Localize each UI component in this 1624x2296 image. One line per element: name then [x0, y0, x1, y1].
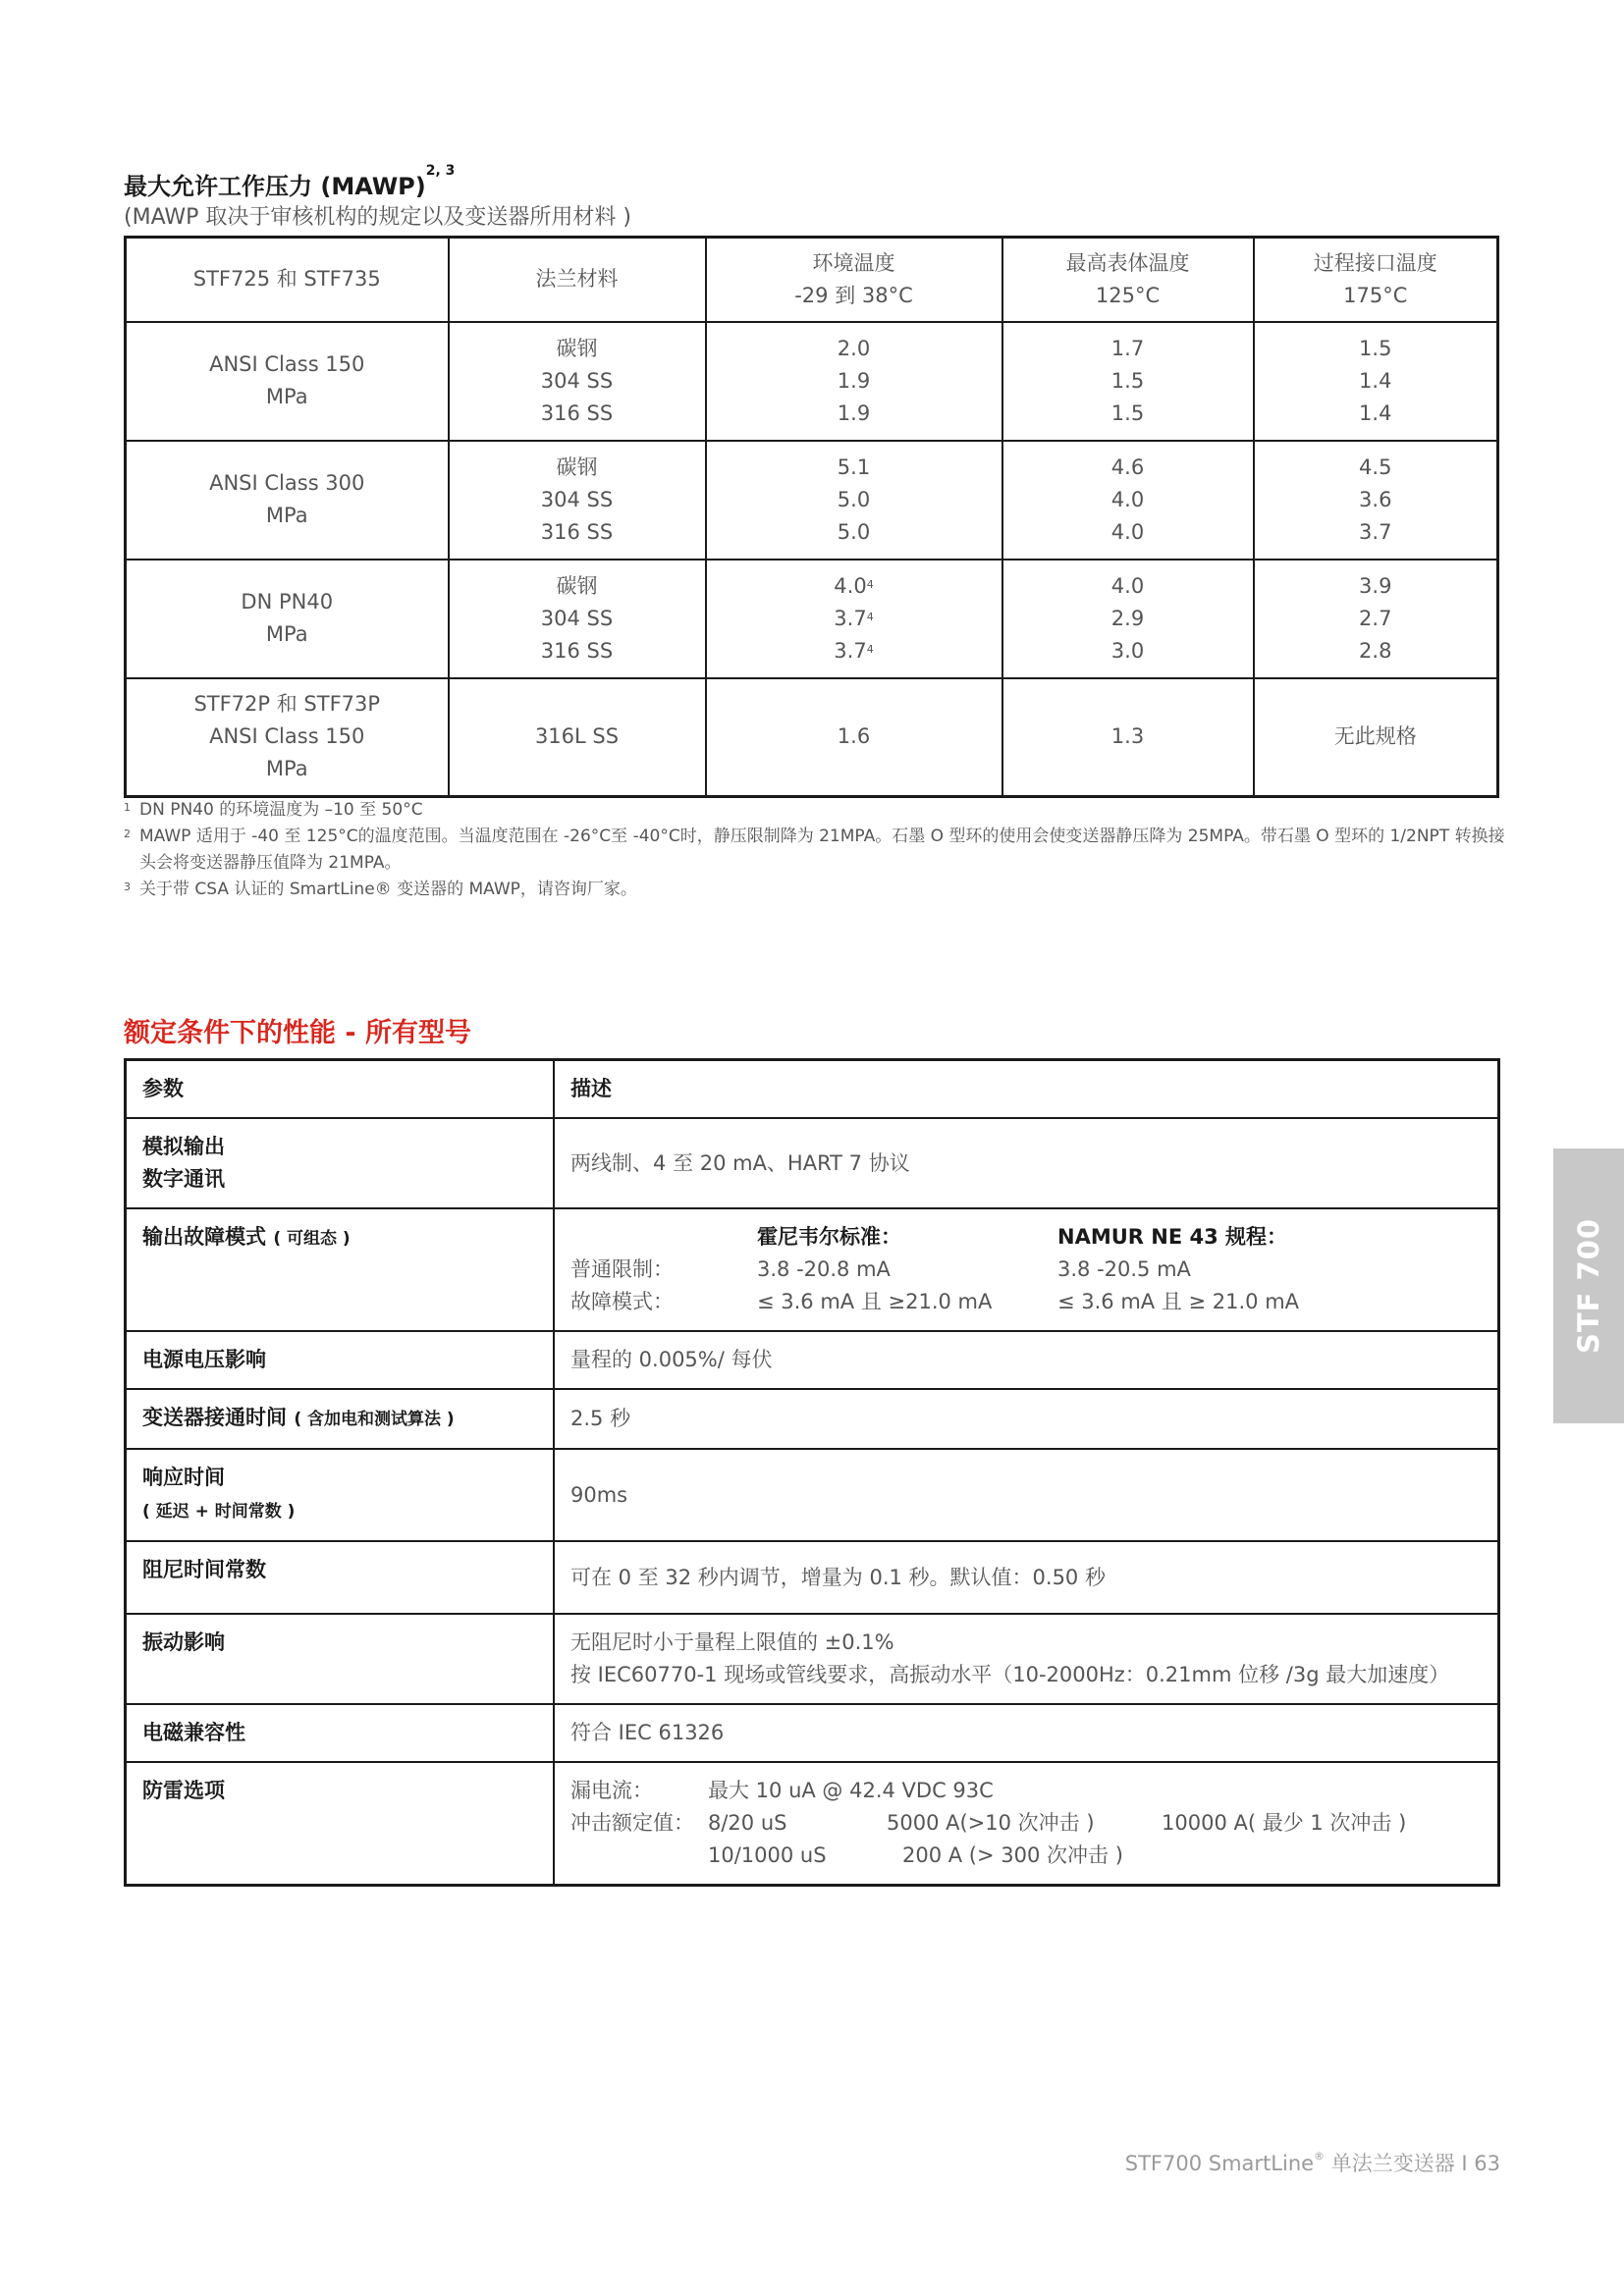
- mawp-material-cell: 316L SS: [449, 678, 706, 797]
- footnote-1: 1 DN PN40 的环境温度为 –10 至 50°C: [124, 800, 423, 820]
- perf-param: 电磁兼容性: [126, 1704, 555, 1762]
- mawp-header-flange-material: 法兰材料: [449, 238, 706, 322]
- perf-row-turnon: [126, 1389, 1499, 1449]
- perf-row-supply: [126, 1331, 1499, 1389]
- footnote-ref: 4: [866, 610, 874, 623]
- perf-desc: 量程的 0.005%/ 每伏: [554, 1331, 1499, 1389]
- perf-param: 输出故障模式 ( 可组态 ): [126, 1208, 555, 1331]
- perf-param: 电源电压影响: [126, 1331, 555, 1389]
- footnote-ref: 4: [866, 577, 874, 591]
- mawp-ambient-cell: $4.0^4$ $3.7^4$ $3.7^4$: [706, 560, 1002, 678]
- perf-param: 模拟输出 数字通讯: [126, 1118, 555, 1208]
- perf-header-desc: 描述: [554, 1060, 1499, 1119]
- failure-mode-grid: 霍尼韦尔标准： NAMUR NE 43 规程： 普通限制： 3.8 -20.8 mA 3.8 -20.5 mA 故障模式： ≤ 3.6 mA 且 ≥21.0 mA ≤ 3.6 mA 且 ≥ 21.0 mA: [570, 1225, 1300, 1313]
- mawp-header-model: STF725 和 STF735: [126, 238, 449, 322]
- mawp-material-cell: 碳钢 304 SS 316 SS: [449, 322, 706, 441]
- mawp-process-cell: 3.9 2.7 2.8: [1254, 560, 1498, 678]
- mawp-model-cell: DN PN40 MPa: [126, 560, 449, 678]
- mawp-body-cell: 4.0 2.9 3.0: [1002, 560, 1254, 678]
- perf-desc: 可在 0 至 32 秒内调节，增量为 0.1 秒。默认值：0.50 秒: [554, 1541, 1499, 1614]
- mawp-header-body-temp: 最高表体温度 125°C: [1002, 238, 1254, 322]
- perf-desc: 符合 IEC 61326: [554, 1704, 1499, 1762]
- mawp-body-cell: 1.7 1.5 1.5: [1002, 322, 1254, 441]
- mawp-header-process-temp: 过程接口温度 175°C: [1254, 238, 1498, 322]
- mawp-body-cell: 4.6 4.0 4.0: [1002, 441, 1254, 560]
- mawp-subtitle: (MAWP 取决于审核机构的规定以及变送器所用材料 ): [124, 205, 632, 230]
- perf-desc: 90ms: [554, 1449, 1499, 1541]
- footnote-3: 3 关于带 CSA 认证的 SmartLine® 变送器的 MAWP，请咨询厂家。: [124, 880, 637, 899]
- page-footer: STF700 SmartLine® 单法兰变送器 I 63: [1124, 2150, 1500, 2175]
- mawp-process-cell: 1.5 1.4 1.4: [1254, 322, 1498, 441]
- mawp-header-ambient-temp: 环境温度 -29 到 38°C: [706, 238, 1002, 322]
- lightning-grid: 漏电流： 最大 10 uA @ 42.4 VDC 93C 冲击额定值： 8/20 uS 5000 A(>10 次冲击 ) 10000 A( 最少 1 次冲击 ) 10/1000 uS 200 A (> 300 次冲击 ): [570, 1779, 1407, 1867]
- mawp-row-stf72p: [126, 678, 1498, 797]
- perf-desc: 2.5 秒: [554, 1389, 1499, 1449]
- perf-param: 振动影响: [126, 1614, 555, 1704]
- mawp-model-cell: ANSI Class 150 MPa: [126, 322, 449, 441]
- mawp-row-ansi300: [126, 441, 1498, 560]
- performance-title: 额定条件下的性能 - 所有型号: [124, 1018, 472, 1048]
- perf-desc: 两线制、4 至 20 mA、HART 7 协议: [554, 1118, 1499, 1208]
- perf-row-failure-mode: [126, 1208, 1499, 1331]
- perf-row-vibration: [126, 1614, 1499, 1704]
- perf-desc: 无阻尼时小于量程上限值的 ±0.1% 按 IEC60770-1 现场或管线要求，高振动水平（10-2000Hz：0.21mm 位移 /3g 最大加速度）: [554, 1614, 1499, 1704]
- perf-param: 防雷选项: [126, 1762, 555, 1886]
- perf-desc: [554, 1208, 1499, 1331]
- mawp-title: 最大允许工作压力 (MAWP)$^{2, 3}$: [124, 163, 456, 200]
- mawp-model-cell: STF72P 和 STF73P ANSI Class 150 MPa: [126, 678, 449, 797]
- footnote-2: 2 MAWP 适用于 -40 至 125°C的温度范围。当温度范围在 -26°C至 -40°C时，静压限制降为 21MPA。石墨 O 型环的使用会使变送器静压降为 25MPA。带石墨 O 型环的 1/2NPT 转换接头会将变送器静压值降为 21MPA。: [124, 827, 1505, 873]
- mawp-row-pn40: [126, 560, 1498, 678]
- footnote-ref: 4: [866, 642, 874, 656]
- perf-param: 阻尼时间常数: [126, 1541, 555, 1614]
- side-tab: [1553, 1148, 1624, 1423]
- mawp-ambient-cell: 2.0 1.9 1.9: [706, 322, 1002, 441]
- mawp-material-cell: 碳钢 304 SS 316 SS: [449, 560, 706, 678]
- perf-header-param: 参数: [126, 1060, 555, 1119]
- performance-table: [124, 1058, 1500, 1887]
- mawp-row-ansi150: [126, 322, 1498, 441]
- mawp-ambient-cell: 1.6: [706, 678, 1002, 797]
- footnotes: [124, 797, 1508, 903]
- perf-param: 响应时间 ( 延迟 + 时间常数 ): [126, 1449, 555, 1541]
- side-tab-label: STF 700: [1572, 1217, 1605, 1355]
- mawp-table: [124, 236, 1499, 798]
- mawp-title-footnote-marks: 2, 3: [425, 163, 456, 179]
- perf-row-emc: [126, 1704, 1499, 1762]
- mawp-process-cell: 4.5 3.6 3.7: [1254, 441, 1498, 560]
- perf-desc: [554, 1762, 1499, 1886]
- perf-row-response: [126, 1449, 1499, 1541]
- mawp-material-cell: 碳钢 304 SS 316 SS: [449, 441, 706, 560]
- perf-param: 变送器接通时间 ( 含加电和测试算法 ): [126, 1389, 555, 1449]
- perf-row-output: [126, 1118, 1499, 1208]
- perf-row-lightning: [126, 1762, 1499, 1886]
- mawp-header-row: [126, 238, 1498, 322]
- mawp-body-cell: 1.3: [1002, 678, 1254, 797]
- perf-row-damping: [126, 1541, 1499, 1614]
- perf-header-row: [126, 1060, 1499, 1119]
- mawp-ambient-cell: 5.1 5.0 5.0: [706, 441, 1002, 560]
- mawp-model-cell: ANSI Class 300 MPa: [126, 441, 449, 560]
- mawp-process-cell: 无此规格: [1254, 678, 1498, 797]
